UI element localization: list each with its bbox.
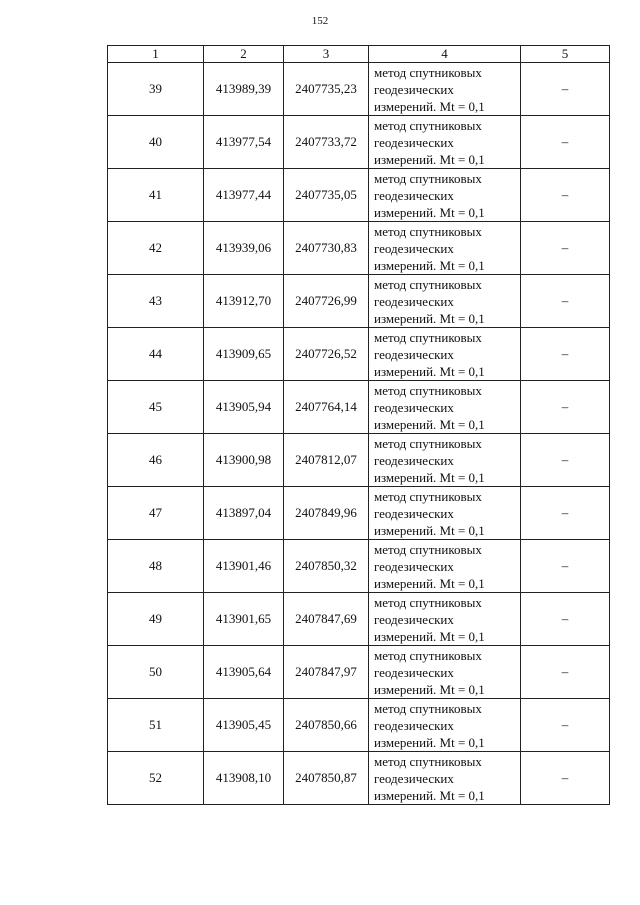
x-coordinate-cell: 413939,06 (204, 222, 284, 275)
method-text-line: геодезических (374, 399, 454, 415)
method-text-line: измерений. Mt = 0,1 (374, 469, 485, 485)
method-text-line: метод спутниковых (374, 488, 482, 504)
x-coordinate-cell: 413905,94 (204, 381, 284, 434)
column-5-cell: – (521, 752, 610, 805)
x-coordinate-cell: 413977,54 (204, 116, 284, 169)
method-text-line: метод спутниковых (374, 435, 482, 451)
method-cell (369, 275, 521, 328)
method-text-line: метод спутниковых (374, 170, 482, 186)
table-row (108, 434, 610, 487)
method-text-line: геодезических (374, 240, 454, 256)
point-number-cell: 50 (108, 646, 204, 699)
x-coordinate-cell: 413912,70 (204, 275, 284, 328)
method-text-line: измерений. Mt = 0,1 (374, 734, 485, 750)
method-text-line: измерений. Mt = 0,1 (374, 98, 485, 114)
x-coordinate-cell: 413897,04 (204, 487, 284, 540)
table-row (108, 593, 610, 646)
header-cell-1: 1 (108, 46, 204, 63)
y-coordinate-cell: 2407764,14 (284, 381, 369, 434)
y-coordinate-cell: 2407726,99 (284, 275, 369, 328)
column-5-cell: – (521, 63, 610, 116)
method-text-line: измерений. Mt = 0,1 (374, 416, 485, 432)
y-coordinate-cell: 2407735,23 (284, 63, 369, 116)
header-cell-3: 3 (284, 46, 369, 63)
x-coordinate-cell: 413901,65 (204, 593, 284, 646)
table-row (108, 328, 610, 381)
method-text-line: геодезических (374, 558, 454, 574)
method-cell (369, 434, 521, 487)
column-5-cell: – (521, 699, 610, 752)
method-text-line: геодезических (374, 717, 454, 733)
table-row (108, 381, 610, 434)
column-5-cell: – (521, 222, 610, 275)
table-row (108, 169, 610, 222)
column-5-cell: – (521, 275, 610, 328)
method-text-line: метод спутниковых (374, 223, 482, 239)
y-coordinate-cell: 2407847,97 (284, 646, 369, 699)
point-number-cell: 47 (108, 487, 204, 540)
method-text-line: геодезических (374, 187, 454, 203)
method-text-line: измерений. Mt = 0,1 (374, 522, 485, 538)
x-coordinate-cell: 413908,10 (204, 752, 284, 805)
method-text-line: геодезических (374, 346, 454, 362)
method-text-line: метод спутниковых (374, 647, 482, 663)
method-text-line: измерений. Mt = 0,1 (374, 681, 485, 697)
header-row (108, 46, 610, 63)
method-text-line: метод спутниковых (374, 64, 482, 80)
method-text-line: измерений. Mt = 0,1 (374, 787, 485, 803)
method-text-line: геодезических (374, 611, 454, 627)
table-row (108, 752, 610, 805)
table-row (108, 116, 610, 169)
x-coordinate-cell: 413901,46 (204, 540, 284, 593)
method-text-line: измерений. Mt = 0,1 (374, 151, 485, 167)
point-number-cell: 46 (108, 434, 204, 487)
y-coordinate-cell: 2407850,87 (284, 752, 369, 805)
y-coordinate-cell: 2407726,52 (284, 328, 369, 381)
column-5-cell: – (521, 381, 610, 434)
method-text-line: метод спутниковых (374, 276, 482, 292)
method-cell (369, 699, 521, 752)
column-5-cell: – (521, 646, 610, 699)
method-text-line: измерений. Mt = 0,1 (374, 363, 485, 379)
method-text-line: измерений. Mt = 0,1 (374, 257, 485, 273)
point-number-cell: 51 (108, 699, 204, 752)
method-text-line: геодезических (374, 452, 454, 468)
method-text-line: метод спутниковых (374, 382, 482, 398)
method-text-line: измерений. Mt = 0,1 (374, 204, 485, 220)
x-coordinate-cell: 413977,44 (204, 169, 284, 222)
point-number-cell: 42 (108, 222, 204, 275)
coordinates-table (107, 45, 610, 805)
method-cell (369, 328, 521, 381)
table-row (108, 275, 610, 328)
table-row (108, 540, 610, 593)
header-cell-2: 2 (204, 46, 284, 63)
table-row (108, 646, 610, 699)
table-row (108, 487, 610, 540)
point-number-cell: 48 (108, 540, 204, 593)
method-text-line: измерений. Mt = 0,1 (374, 575, 485, 591)
x-coordinate-cell: 413900,98 (204, 434, 284, 487)
header-cell-4: 4 (369, 46, 521, 63)
y-coordinate-cell: 2407849,96 (284, 487, 369, 540)
x-coordinate-cell: 413905,64 (204, 646, 284, 699)
y-coordinate-cell: 2407735,05 (284, 169, 369, 222)
column-5-cell: – (521, 169, 610, 222)
method-cell (369, 116, 521, 169)
method-cell (369, 540, 521, 593)
method-text-line: геодезических (374, 81, 454, 97)
column-5-cell: – (521, 487, 610, 540)
point-number-cell: 41 (108, 169, 204, 222)
method-text-line: геодезических (374, 505, 454, 521)
y-coordinate-cell: 2407733,72 (284, 116, 369, 169)
method-text-line: метод спутниковых (374, 594, 482, 610)
column-5-cell: – (521, 328, 610, 381)
x-coordinate-cell: 413905,45 (204, 699, 284, 752)
point-number-cell: 40 (108, 116, 204, 169)
y-coordinate-cell: 2407730,83 (284, 222, 369, 275)
table-body (108, 63, 610, 805)
method-text-line: метод спутниковых (374, 329, 482, 345)
column-5-cell: – (521, 116, 610, 169)
method-cell (369, 381, 521, 434)
method-cell (369, 169, 521, 222)
method-text-line: метод спутниковых (374, 117, 482, 133)
page-number: 152 (311, 15, 329, 27)
point-number-cell: 44 (108, 328, 204, 381)
header-cell-5: 5 (521, 46, 610, 63)
method-text-line: измерений. Mt = 0,1 (374, 628, 485, 644)
y-coordinate-cell: 2407812,07 (284, 434, 369, 487)
y-coordinate-cell: 2407847,69 (284, 593, 369, 646)
y-coordinate-cell: 2407850,32 (284, 540, 369, 593)
method-text-line: метод спутниковых (374, 541, 482, 557)
y-coordinate-cell: 2407850,66 (284, 699, 369, 752)
method-cell (369, 63, 521, 116)
x-coordinate-cell: 413909,65 (204, 328, 284, 381)
method-text-line: измерений. Mt = 0,1 (374, 310, 485, 326)
point-number-cell: 49 (108, 593, 204, 646)
method-cell (369, 593, 521, 646)
method-text-line: геодезических (374, 293, 454, 309)
point-number-cell: 39 (108, 63, 204, 116)
column-5-cell: – (521, 593, 610, 646)
column-5-cell: – (521, 434, 610, 487)
method-text-line: геодезических (374, 134, 454, 150)
point-number-cell: 43 (108, 275, 204, 328)
point-number-cell: 52 (108, 752, 204, 805)
column-5-cell: – (521, 540, 610, 593)
table-row (108, 222, 610, 275)
point-number-cell: 45 (108, 381, 204, 434)
table-row (108, 699, 610, 752)
method-cell (369, 646, 521, 699)
method-text-line: геодезических (374, 770, 454, 786)
x-coordinate-cell: 413989,39 (204, 63, 284, 116)
method-text-line: геодезических (374, 664, 454, 680)
method-text-line: метод спутниковых (374, 753, 482, 769)
method-cell (369, 487, 521, 540)
table-row (108, 63, 610, 116)
method-cell (369, 752, 521, 805)
method-text-line: метод спутниковых (374, 700, 482, 716)
method-cell (369, 222, 521, 275)
